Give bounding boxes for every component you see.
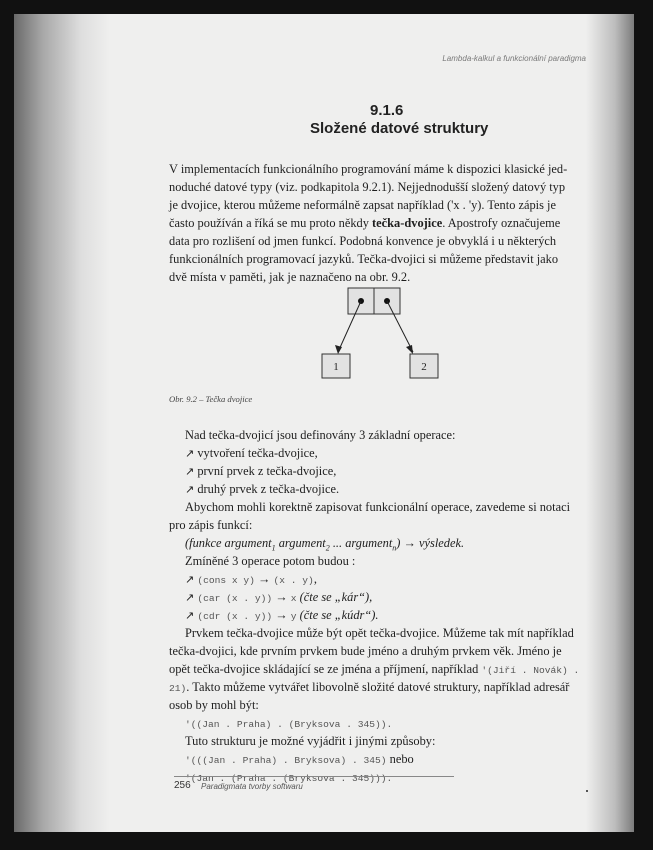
code-example-2-line xyxy=(185,750,414,770)
operations-intro: Nad tečka-dvojicí jsou definovány 3 základní operace: xyxy=(185,428,456,442)
formula-part: argument xyxy=(275,536,326,550)
bullet-arrow-icon: ↗ xyxy=(185,447,195,460)
formula-sub: n xyxy=(392,543,397,553)
bold-term: tečka-dvojice xyxy=(372,216,443,230)
code-result: x xyxy=(290,593,297,604)
result-arrow: → xyxy=(258,572,271,586)
intro-line-7: dvě místa v paměti, jak je naznačeno na obr. 9.2. xyxy=(169,270,411,284)
box-label-1: 1 xyxy=(333,361,339,373)
intro-line-3: je dvojice, kterou můžeme neformálně zapsat například ('x . 'y). Tento zápis je xyxy=(169,198,556,212)
bullet-arrow-icon: ↗ xyxy=(185,483,195,496)
operation-text-1: vytvoření tečka-dvojice, xyxy=(197,446,318,460)
bullet-arrow-icon: ↗ xyxy=(185,609,195,622)
book-page xyxy=(14,14,634,832)
code-result: (x . y) xyxy=(273,575,314,586)
nested-line-5: osob by mohl být: xyxy=(169,698,259,712)
dot-pair-figure xyxy=(314,280,454,384)
intro-line-4-start: často používán a říká se mu proto někdy xyxy=(169,216,373,230)
notation-line-2: pro zápis funkcí: xyxy=(169,518,253,532)
arrow-head-right xyxy=(406,345,413,354)
formula-arrow: → xyxy=(403,536,416,550)
bullet-arrow-icon: ↗ xyxy=(185,591,195,604)
pronunciation-note: (čte se „kúdr“). xyxy=(299,608,379,622)
code-example-3: '(Jan . (Praha . (Bryksova . 345))). xyxy=(185,773,393,784)
punct: , xyxy=(313,572,317,586)
nested-text: . Takto můžeme vytvářet libovolně složité datové struktury, například adresář xyxy=(186,680,570,694)
op-car xyxy=(185,588,372,608)
operation-text-2: první prvek z tečka-dvojice, xyxy=(197,464,337,478)
intro-line-1: V implementacích funkcionálního programování máme k dispozici klasické jed- xyxy=(169,162,568,176)
formula-sub: 2 xyxy=(325,543,330,553)
bullet-arrow-icon: ↗ xyxy=(185,573,195,586)
intro-line-4 xyxy=(169,214,560,232)
footer-rule xyxy=(174,776,454,777)
op-cdr xyxy=(185,606,378,626)
intro-line-4-end: . Apostrofy označujeme xyxy=(442,216,561,230)
code-example-1: '((Jan . Praha) . (Bryksova . 345)). xyxy=(185,719,393,730)
code-cdr: (cdr (x . y)) xyxy=(197,611,273,622)
alt-intro: Tuto strukturu je možné vyjádřit i jinými způsoby: xyxy=(185,734,436,748)
result-arrow: → xyxy=(275,608,288,622)
figure-caption: Obr. 9.2 – Tečka dvojice xyxy=(169,394,253,404)
operation-text-3: druhý prvek z tečka-dvojice. xyxy=(197,482,340,496)
book-title: Paradigmata tvorby softwaru xyxy=(201,782,303,791)
formula-result: výsledek. xyxy=(415,536,465,550)
formula-sub: 1 xyxy=(271,543,276,553)
formula-part: ... argument xyxy=(329,536,393,550)
ops-intro: Zmíněné 3 operace potom budou : xyxy=(185,554,356,568)
bullet-arrow-icon: ↗ xyxy=(185,465,195,478)
code-example-inline: '(Jiří . Novák) . xyxy=(481,665,580,676)
nested-line-4 xyxy=(169,678,569,698)
code-car: (car (x . y)) xyxy=(197,593,273,604)
code-example-inline: 21) xyxy=(169,683,187,694)
nested-text: opět tečka-dvojice skládající se ze jména a příjmení, například xyxy=(169,662,482,676)
pronunciation-note: (čte se „kár“), xyxy=(299,590,373,604)
intro-line-5: data pro rozlišení od jmen funkcí. Podobná konvence je obvyklá i u některých xyxy=(169,234,557,248)
nested-line-3 xyxy=(169,660,579,680)
code-example-2: '(((Jan . Praha) . Bryksova) . 345) xyxy=(185,755,387,766)
nested-line-1: Prvkem tečka-dvojice může být opět tečka-dvojice. Můžeme tak mít například xyxy=(185,626,574,640)
intro-line-6: funkcionálních programovací jazyků. Tečka-dvojici si můžeme představit jako xyxy=(169,252,559,266)
operation-item-2 xyxy=(185,462,336,481)
running-head: Lambda-kalkul a funkcionální paradigma xyxy=(442,54,586,63)
op-cons xyxy=(185,570,317,590)
notation-line-1: Abychom mohli korektně zapisovat funkcionální operace, zavedeme si notaci xyxy=(185,500,571,514)
code-result: y xyxy=(290,611,297,622)
result-arrow: → xyxy=(275,590,288,604)
scan-speck xyxy=(586,790,588,792)
code-cons: (cons x y) xyxy=(197,575,255,586)
operation-item-1 xyxy=(185,444,318,463)
operation-item-3 xyxy=(185,480,339,499)
nested-line-2: tečka-dvojici, kde prvním prvkem bude jméno a druhým prvkem věk. Jméno je xyxy=(169,644,562,658)
section-title: Složené datové struktury xyxy=(310,120,489,137)
formula-part: ) xyxy=(396,536,401,550)
box-label-2: 2 xyxy=(421,361,427,373)
intro-line-2: noduché datové typy (viz. podkapitola 9.2.1). Nejjednodušší složený datový typ xyxy=(169,180,566,194)
formula-part: (funkce argument xyxy=(185,536,272,550)
or-word: nebo xyxy=(389,752,414,766)
page-number: 256 xyxy=(174,780,191,791)
section-number: 9.1.6 xyxy=(370,102,404,119)
